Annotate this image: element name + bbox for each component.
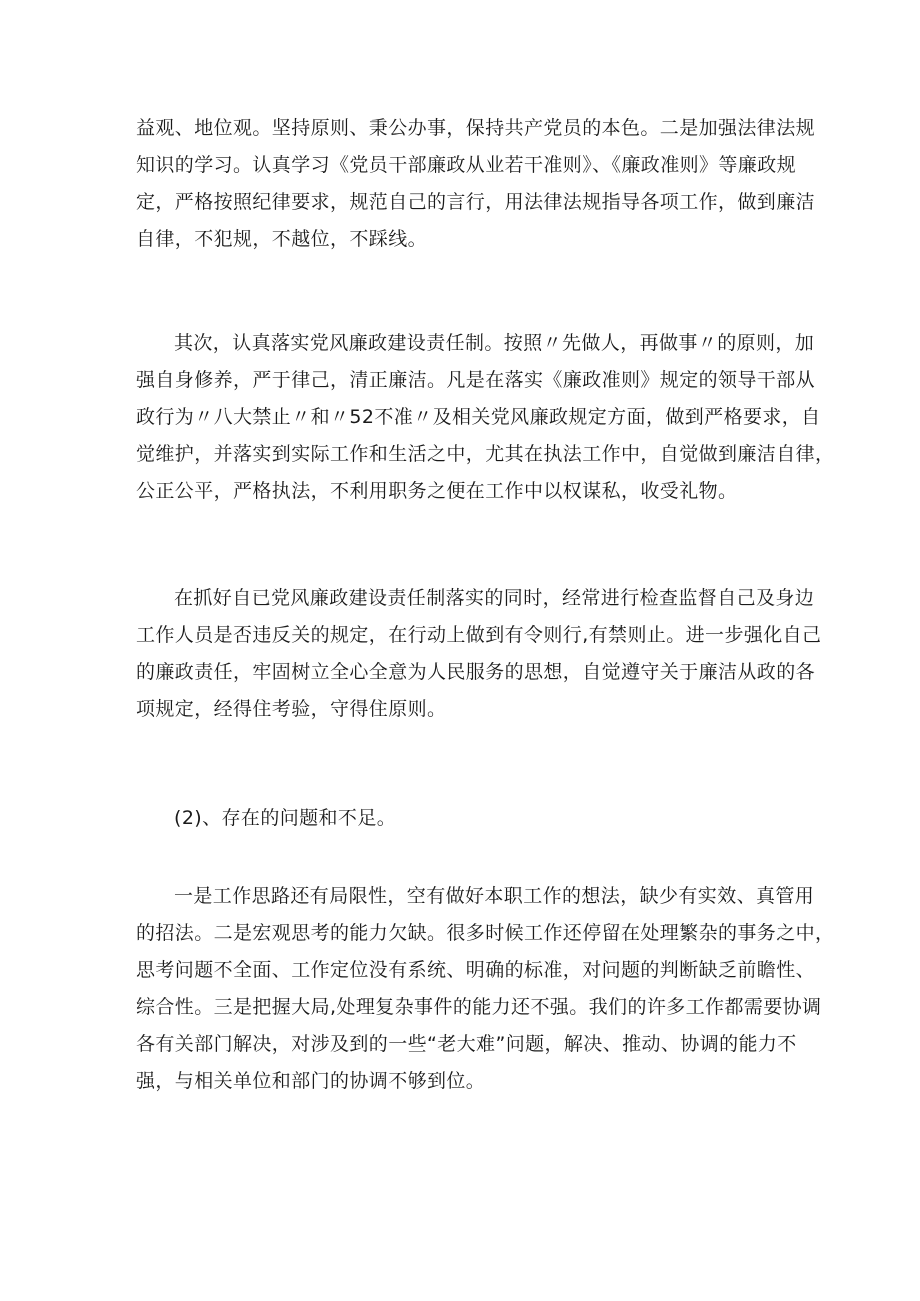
text-line: 政行为〃八大禁止〃和〃52不准〃及相关党风廉政规定方面，做到严格要求，自 [136,406,821,428]
text-line: 各有关部门解决，对涉及到的一些“老大难”问题，解决、推动、协调的能力不 [136,1033,797,1055]
text-line: 综合性。三是把握大局,处理复杂事件的能力还不强。我们的许多工作都需要协调 [136,996,822,1018]
text-line: 益观、地位观。坚持原则、秉公办事，保持共产党员的本色。二是加强法律法规 [136,117,816,139]
text-line: 的廉政责任，牢固树立全心全意为人民服务的思想，自觉遵守关于廉洁从政的各 [136,661,816,683]
text-line: 公正公平，严格执法，不利用职务之便在工作中以权谋私，收受礼物。 [136,480,738,502]
text-line: 强自身修养，严于律己，清正廉洁。凡是在落实《廉政准则》规定的领导干部从 [136,369,816,391]
section-heading [136,800,788,837]
text-line: (2)、存在的问题和不足。 [174,807,397,829]
paragraph-1 [136,110,816,258]
text-line: 一是工作思路还有局限性，空有做好本职工作的想法，缺少有实效、真管用 [174,885,815,907]
text-line: 在抓好自已党风廉政建设责任制落实的同时，经常进行检查监督自己及身边 [174,587,815,609]
text-line: 定，严格按照纪律要求，规范自己的言行，用法律法规指导各项工作，做到廉洁 [136,191,816,213]
paragraph-3 [136,580,822,728]
paragraph-4 [136,878,835,1100]
paragraph-2 [136,325,835,510]
text-line: 强，与相关单位和部门的协调不够到位。 [136,1070,486,1092]
text-line: 其次，认真落实党风廉政建设责任制。按照〃先做人，再做事〃的原则，加 [174,332,815,354]
text-line: 工作人员是否违反关的规定，在行动上做到有令则行,有禁则止。进一步强化自己 [136,624,822,646]
text-line: 知识的学习。认真学习《党员干部廉政从业若干准则》、《廉政准则》等廉政规 [136,154,797,176]
text-line: 觉维护，并落实到实际工作和生活之中，尤其在执法工作中，自觉做到廉洁自律， [136,443,835,465]
text-line: 思考问题不全面、工作定位没有系统、明确的标准，对问题的判断缺乏前瞻性、 [136,959,816,981]
text-line: 自律，不犯规，不越位，不踩线。 [136,228,428,250]
text-line: 项规定，经得住考验，守得住原则。 [136,698,447,720]
text-line: 的招法。二是宏观思考的能力欠缺。很多时候工作还停留在处理繁杂的事务之中， [136,922,835,944]
